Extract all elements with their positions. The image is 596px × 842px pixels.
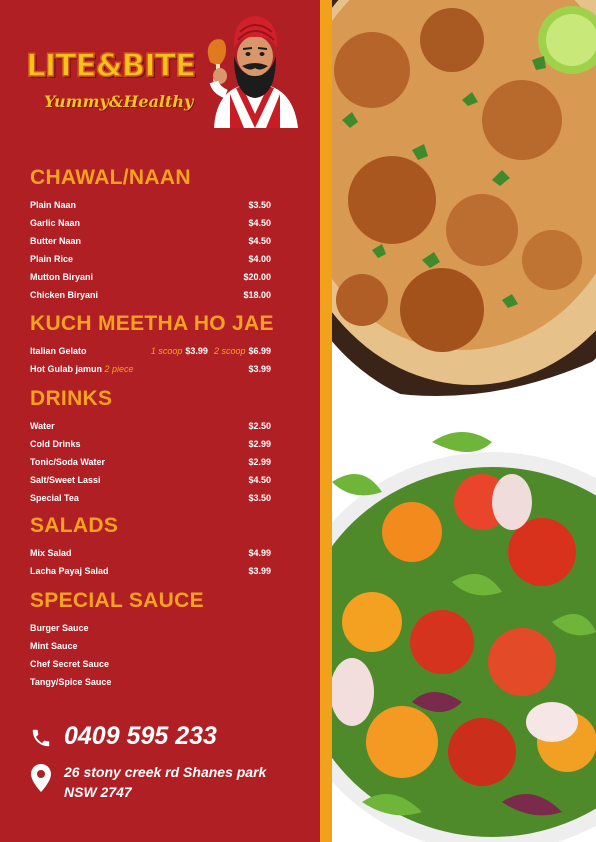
item-name: Special Tea <box>30 493 79 503</box>
item-price: $3.50 <box>248 200 271 210</box>
item-note: 2 scoop <box>213 346 246 356</box>
item-price: $4.50 <box>248 218 271 228</box>
address-line: 26 stony creek rd Shanes park <box>64 764 267 780</box>
item-price: $6.99 <box>248 346 271 356</box>
item-name: Chicken Biryani <box>30 290 99 300</box>
accent-divider <box>320 0 332 842</box>
item-price: $3.99 <box>248 566 271 576</box>
item-price: $2.99 <box>248 457 271 467</box>
location-pin-icon <box>31 764 51 792</box>
item-price: $2.99 <box>248 439 271 449</box>
item-price: $3.99 <box>248 364 271 374</box>
contact-phone[interactable] <box>30 722 310 754</box>
item-price: $18.00 <box>243 290 271 300</box>
section-title-drinks: DRINKS <box>30 387 113 410</box>
menu-item <box>30 493 271 507</box>
menu-item <box>30 254 271 268</box>
menu-item <box>30 548 271 562</box>
item-name: Plain Naan <box>30 200 77 210</box>
menu-item <box>30 475 271 489</box>
item-name: Garlic Naan <box>30 218 81 228</box>
menu-item <box>30 659 271 673</box>
biryani-photo <box>332 0 596 420</box>
menu-item <box>30 290 271 304</box>
section-title-salads: SALADS <box>30 514 119 537</box>
item-note: 1 scoop <box>150 346 183 356</box>
menu-item <box>30 200 271 214</box>
salad-photo <box>332 422 596 842</box>
item-price: $20.00 <box>243 272 271 282</box>
item-name: Mint Sauce <box>30 641 78 651</box>
menu-item <box>30 641 271 655</box>
menu-item <box>30 457 271 471</box>
menu-item <box>30 218 271 232</box>
phone-number: 0409 595 233 <box>64 722 217 750</box>
menu-item <box>30 364 271 378</box>
chef-mascot-illustration <box>200 10 310 128</box>
item-price: $3.50 <box>248 493 271 503</box>
address-text <box>64 762 266 802</box>
item-price: $2.50 <box>248 421 271 431</box>
contact-address <box>30 762 310 806</box>
brand-logo <box>26 48 201 118</box>
item-name: Burger Sauce <box>30 623 89 633</box>
item-name: Cold Drinks <box>30 439 81 449</box>
item-name: Lacha Payaj Salad <box>30 566 109 576</box>
item-name: Chef Secret Sauce <box>30 659 110 669</box>
menu-item <box>30 566 271 580</box>
menu-item <box>30 677 271 691</box>
item-name: Water <box>30 421 55 431</box>
item-name-with-note <box>30 364 134 374</box>
menu-item <box>30 623 271 637</box>
item-name: Butter Naan <box>30 236 82 246</box>
item-price-options <box>151 346 271 356</box>
phone-icon <box>30 726 52 750</box>
brand-name: LITE&BITE <box>26 48 196 84</box>
menu-item <box>30 236 271 250</box>
item-name: Hot Gulab jamun <box>30 364 102 374</box>
item-name: Tangy/Spice Sauce <box>30 677 112 687</box>
item-name: Tonic/Soda Water <box>30 457 106 467</box>
item-price: $4.50 <box>248 236 271 246</box>
item-price: $4.50 <box>248 475 271 485</box>
menu-item <box>30 421 271 435</box>
item-name: Plain Rice <box>30 254 74 264</box>
item-price: $4.99 <box>248 548 271 558</box>
item-price: $3.99 <box>185 346 208 356</box>
section-title-special-sauce: SPECIAL SAUCE <box>30 589 204 612</box>
item-name: Mix Salad <box>30 548 72 558</box>
food-photos <box>332 0 596 842</box>
brand-tagline: Yummy&Healthy <box>44 92 194 111</box>
section-title-chawal-naan: CHAWAL/NAAN <box>30 166 191 189</box>
menu-item <box>30 439 271 453</box>
menu-item <box>30 272 271 286</box>
item-note: 2 piece <box>104 364 134 374</box>
item-price: $4.00 <box>248 254 271 264</box>
item-name: Italian Gelato <box>30 346 87 356</box>
section-title-kuch-meetha: KUCH MEETHA HO JAE <box>30 312 274 335</box>
menu-item <box>30 346 271 360</box>
item-name: Mutton Biryani <box>30 272 93 282</box>
item-name: Salt/Sweet Lassi <box>30 475 101 485</box>
address-line: NSW 2747 <box>64 784 132 800</box>
